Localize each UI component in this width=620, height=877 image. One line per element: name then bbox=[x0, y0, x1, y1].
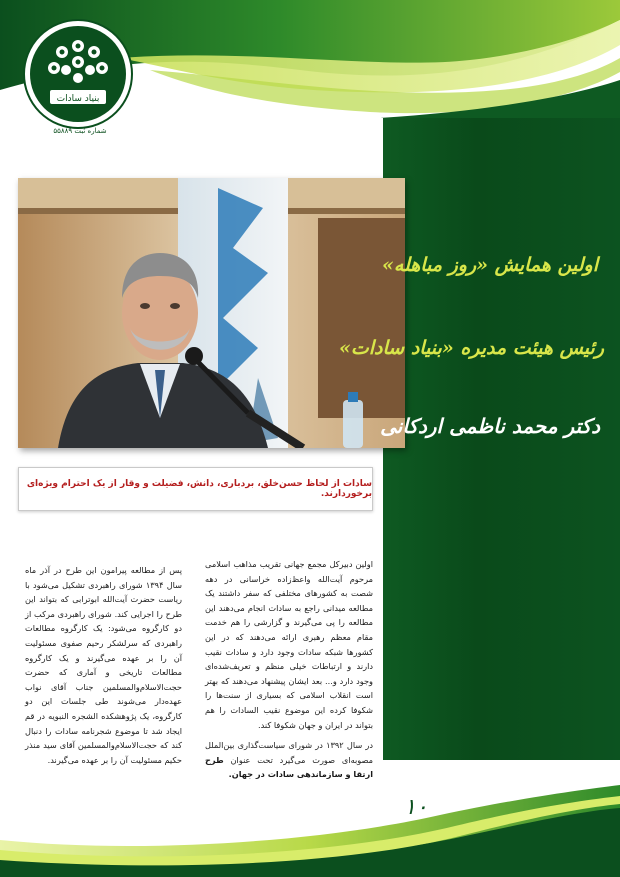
bottom-decorative-swoosh bbox=[0, 780, 620, 877]
title-line-3: دکتر محمد ناظمی اردکانی bbox=[380, 414, 600, 438]
title-line-2: رئیس هیئت مدیره «بنیاد سادات» bbox=[339, 337, 604, 359]
paragraph: در سال ۱۳۹۲ در شورای سیاست‌گذاری بین‌الملل مصوبه‌ای صورت می‌گیرد تحت عنوان طرح ارتقا و سازماندهی سادات در جهان. bbox=[205, 740, 373, 780]
quote-caption-text: سادات از لحاظ حسن‌خلق، بردباری، دانش، فضیلت و وقار از یک احترام ویژه‌ای برخوردارند. bbox=[26, 479, 372, 499]
logo-registration: شماره ثبت ۵۵۸۸۹ bbox=[53, 127, 107, 135]
article-column-right bbox=[205, 557, 373, 788]
quote-caption-box bbox=[18, 467, 373, 511]
page-number: ۱۰ bbox=[404, 795, 428, 820]
speaker-photo bbox=[18, 178, 405, 448]
right-green-panel bbox=[339, 118, 620, 760]
article-column-left bbox=[25, 563, 182, 773]
logo-name: بنیاد سادات bbox=[56, 94, 100, 104]
paragraph: اولین دبیرکل مجمع جهانی تقریب مذاهب اسلامی مرحوم آیت‌الله واعظ‌زاده خراسانی در دهه شصت به کشورهای مختلفی که سفر داشتند یک مطالعه میدانی راجع به سادات انجام می‌دهند این مطالعه را پی می‌گیرند و گزارشی را هم خدمت مقام معظم رهبری ارائه می‌دهند که در این کشورها شبکه سادات وجود دارد و سادات نقیب دارند و ارتباطات خیلی منظم و تعریف‌شده‌ای وجود دارد و... بعد ایشان پیشنهاد می‌دهند که بهتر است انقلاب اسلامی که بسیاری از سنت‌ها را شکوفا کرده این موضوع نقیب السادات را هم بتواند در ایران و جهان شکوفا کند. bbox=[205, 559, 373, 730]
paragraph: پس از مطالعه پیرامون این طرح در آذر ماه سال ۱۳۹۴ شورای راهبردی تشکیل می‌شود با ریاست حضرت آیت‌الله ابوترابی که بتواند این طرح را اجرایی کند. شورای راهبردی مرکب از دو کارگروه می‌شود: یک کارگروه مطالعات راهبردی که سرلشکر رحیم صفوی مسئولیت آن را بر عهده می‌گیرند و یک کارگروه مطالعات تاریخی و آماری که حضرت حجت‌الاسلام‌والمسلمین جناب آقای نواب عهده‌دار می‌شوند طی جلسات این دو کارگروه، یک پژوهشکده الشجره النبویه در قم ایجاد شد تا موضوع شجرنامه سادات را دنبال کند که حجت‌الاسلام‌والمسلمین آقای سید منذر حکیم مسئولیت آن را بر عهده می‌گیرند. bbox=[25, 565, 183, 765]
title-line-1: اولین همایش «روز مباهله» bbox=[381, 254, 598, 276]
foundation-logo bbox=[22, 18, 134, 130]
bold-phrase: طرح ارتقا و سازماندهی سادات در جهان. bbox=[205, 754, 373, 780]
